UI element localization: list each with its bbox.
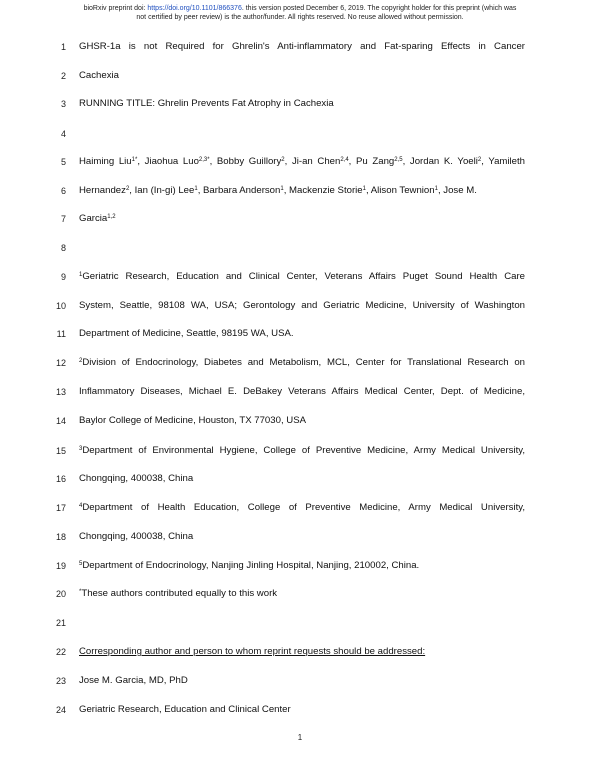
header-line-1 <box>0 4 600 13</box>
line-24 <box>0 702 600 718</box>
affiliation-mark: 1 <box>194 186 198 192</box>
affiliation-text: System, Seattle, 98108 WA, USA; Gerontology and Geriatric Medicine, University of Washington <box>79 300 525 311</box>
affiliation-mark: 3 <box>79 446 83 452</box>
affiliation-body: Geriatric Research, Education and Clinical Center, Veterans Affairs Puget Sound Health Care <box>82 271 525 282</box>
line-6 <box>0 183 600 199</box>
author-name: , Alison Tewnion <box>365 185 435 196</box>
note-body: These authors contributed equally to this work <box>81 588 278 599</box>
line-23 <box>0 673 600 689</box>
affiliation-text: Baylor College of Medicine, Houston, TX 77030, USA <box>79 415 306 426</box>
affiliation-text <box>79 269 525 285</box>
author-name: , Pu Zang <box>348 156 395 167</box>
affiliation-body: Department of Environmental Hygiene, College of Preventive Medicine, Army Medical University, <box>82 445 525 456</box>
line-9 <box>0 269 600 285</box>
line-number: 8 <box>60 243 66 253</box>
line-number: 24 <box>55 705 66 715</box>
line-number: 11 <box>56 329 66 339</box>
line-17 <box>0 500 600 516</box>
header-line-2: not certified by peer review) is the author/funder. All rights reserved. No reuse allowed without permission. <box>136 14 464 21</box>
affiliation-mark: 1 <box>280 186 284 192</box>
line-number: 2 <box>60 71 66 81</box>
line-13 <box>0 384 600 400</box>
line-number: 19 <box>55 561 66 571</box>
affiliation-mark: 2 <box>125 186 130 192</box>
line-20 <box>0 586 600 602</box>
line-16 <box>0 471 600 487</box>
corresponding-author-affiliation: Geriatric Research, Education and Clinical Center <box>79 704 291 715</box>
corresponding-author-name: Jose M. Garcia, MD, PhD <box>79 675 188 686</box>
line-number: 1 <box>60 42 66 52</box>
line-8 <box>0 240 600 256</box>
page-number: 1 <box>297 733 303 742</box>
affiliation-mark: 2,3* <box>198 157 210 163</box>
line-5 <box>0 154 600 170</box>
line-18 <box>0 529 600 545</box>
line-number: 13 <box>55 387 66 397</box>
affiliation-mark: 2 <box>79 358 83 364</box>
affiliation-mark: 5 <box>79 561 83 567</box>
equal-contribution-note <box>79 586 525 602</box>
line-12 <box>0 355 600 371</box>
line-14 <box>0 413 600 429</box>
line-19 <box>0 558 600 574</box>
line-number: 16 <box>55 474 66 484</box>
affiliation-mark: 4 <box>79 503 83 509</box>
affiliation-text <box>79 500 525 516</box>
line-1 <box>0 39 600 55</box>
affiliation-mark: 1,2 <box>107 214 116 220</box>
affiliation-text <box>79 355 525 371</box>
author-name: , Jiaohua Luo <box>137 156 199 167</box>
affiliation-mark: 2 <box>281 157 285 163</box>
line-number: 23 <box>55 676 66 686</box>
affiliation-mark: 1 <box>79 272 83 278</box>
affiliation-text <box>79 443 525 459</box>
line-11 <box>0 326 600 342</box>
line-number: 5 <box>60 157 66 167</box>
line-21 <box>0 615 600 631</box>
line-number: 18 <box>55 532 66 542</box>
author-name: Hernandez <box>79 185 126 196</box>
line-15 <box>0 443 600 459</box>
author-name: Garcia <box>79 213 108 224</box>
author-list <box>79 154 525 170</box>
running-title: RUNNING TITLE: Ghrelin Prevents Fat Atrophy in Cachexia <box>79 98 334 109</box>
author-list <box>79 183 525 199</box>
corresponding-author-heading: Corresponding author and person to whom reprint requests should be addressed: <box>79 646 426 657</box>
line-number: 4 <box>60 129 66 139</box>
affiliation-text: Department of Medicine, Seattle, 98195 WA, USA. <box>79 328 294 339</box>
header-line-1-rest: . this version posted December 6, 2019. The copyright holder for this preprint (which was <box>241 5 517 12</box>
line-number: 7 <box>60 214 66 224</box>
title-line: Cachexia <box>79 70 119 81</box>
line-number: 6 <box>60 186 66 196</box>
doi-link[interactable]: https://doi.org/10.1101/866376 <box>147 5 242 12</box>
author-list <box>79 211 525 227</box>
affiliation-body: Department of Health Education, College of Preventive Medicine, Army Medical University, <box>82 502 525 513</box>
line-number: 21 <box>55 618 66 628</box>
title-line: GHSR-1a is not Required for Ghrelin's Anti-inflammatory and Fat-sparing Effects in Cancer <box>79 41 525 52</box>
affiliation-body: Department of Endocrinology, Nanjing Jinling Hospital, Nanjing, 210002, China. <box>82 560 420 571</box>
author-name: , Ian (In-gi) Lee <box>129 185 195 196</box>
affiliation-text: Chongqing, 400038, China <box>79 473 194 484</box>
line-22 <box>0 644 600 660</box>
author-name: , Bobby Guillory <box>209 156 282 167</box>
line-7 <box>0 211 600 227</box>
line-2 <box>0 68 600 84</box>
line-number: 10 <box>55 301 66 311</box>
line-4 <box>0 126 600 142</box>
affiliation-text: Chongqing, 400038, China <box>79 531 194 542</box>
affiliation-mark: 1 <box>434 186 438 192</box>
line-number: 3 <box>60 99 66 109</box>
line-number: 22 <box>55 647 66 657</box>
affiliation-mark: 2,5 <box>394 157 403 163</box>
line-number: 20 <box>55 589 66 599</box>
header-prefix: bioRxiv preprint doi: <box>83 5 148 12</box>
author-name: , Jose M. <box>437 185 477 196</box>
author-name: , Yamileth <box>481 156 525 167</box>
affiliation-body: Division of Endocrinology, Diabetes and Metabolism, MCL, Center for Translational Research on <box>82 357 525 368</box>
affiliation-mark: 2,4 <box>340 157 349 163</box>
line-number: 17 <box>55 503 66 513</box>
line-10 <box>0 298 600 314</box>
author-name: , Ji-an Chen <box>284 156 341 167</box>
line-number: 14 <box>55 416 66 426</box>
affiliation-mark: 1 <box>362 186 366 192</box>
author-name: , Barbara Anderson <box>197 185 281 196</box>
line-number: 9 <box>60 272 66 282</box>
line-number: 12 <box>55 358 66 368</box>
asterisk-mark: * <box>79 589 82 595</box>
author-name: Haiming Liu <box>79 156 132 167</box>
line-number: 15 <box>55 446 66 456</box>
affiliation-mark: 1* <box>131 157 138 163</box>
author-name: , Mackenzie Storie <box>283 185 363 196</box>
affiliation-mark: 2 <box>477 157 482 163</box>
preprint-header <box>0 4 600 22</box>
line-3 <box>0 96 600 112</box>
affiliation-text <box>79 558 525 574</box>
affiliation-text: Inflammatory Diseases, Michael E. DeBakey Veterans Affairs Medical Center, Dept. of Medicine, <box>79 386 525 397</box>
author-name: , Jordan K. Yoeli <box>402 156 478 167</box>
